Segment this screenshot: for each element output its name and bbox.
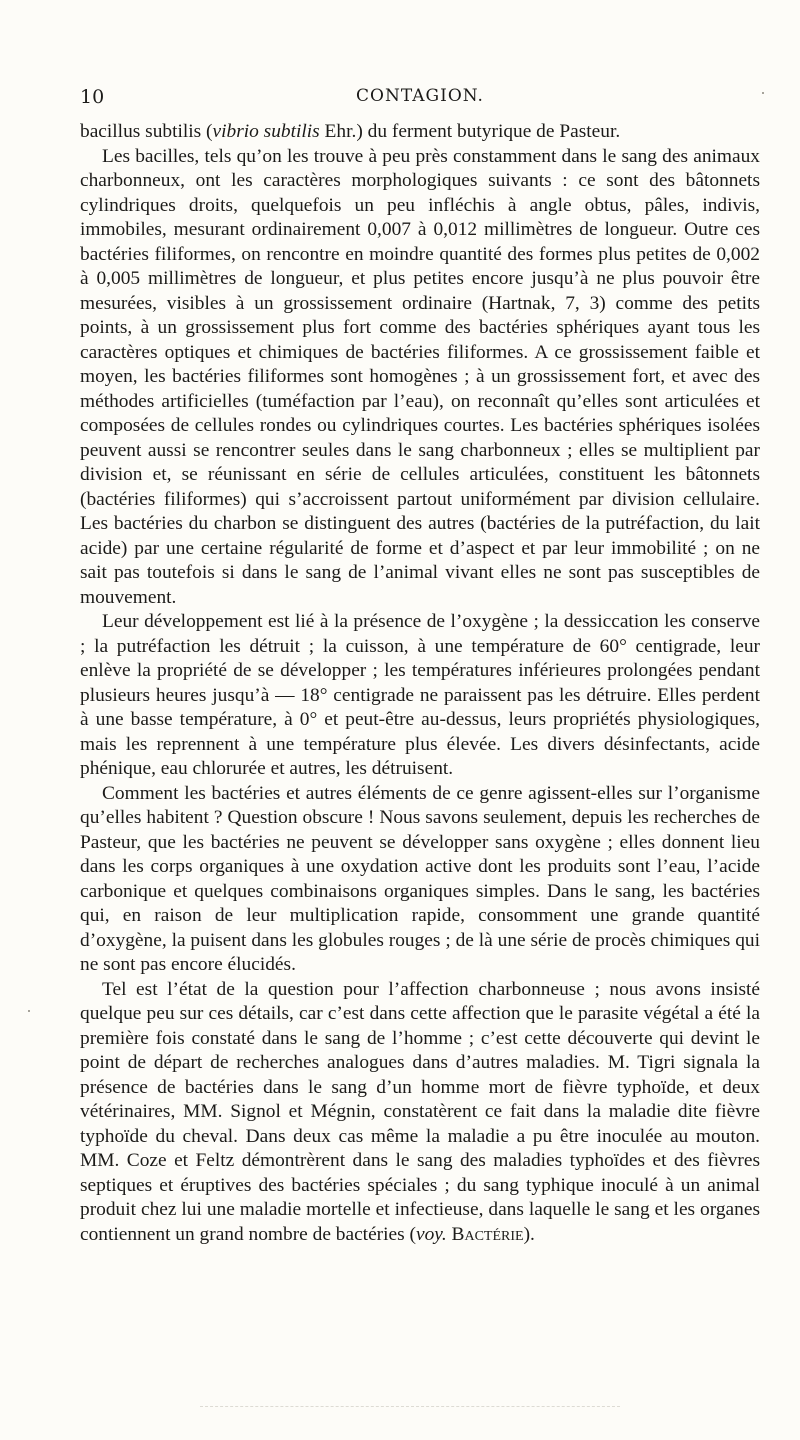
page-bottom-marks bbox=[200, 1406, 620, 1409]
body-text bbox=[80, 120, 760, 1247]
text-run: ). bbox=[523, 1223, 535, 1245]
running-title: CONTAGION. bbox=[356, 86, 484, 106]
text-run: Comment les bactéries et autres éléments de ce genre agissent-elles sur l’organisme qu’elles habitent ? Question obscure ! Nous savons seulement, depuis les recherches de Pasteur, que les bactéries ne peuvent se développer sans oxygène ; elles donnent lieu dans les corps organiques à une oxydation active dont les produits sont l’eau, l’acide carbonique et quelques combinaisons organiques simples. Dans le sang, les bactéries qui, en raison de leur multiplication rapide, consomment une grande quantité d’oxygène, la puisent dans les globules rouges ; de là une série de procès chimiques qui ne sont pas encore élucidés. bbox=[80, 782, 760, 975]
text-run: voy. bbox=[415, 1223, 447, 1245]
paragraph bbox=[80, 782, 760, 978]
paragraph bbox=[80, 145, 760, 611]
paragraph bbox=[80, 978, 760, 1248]
paper-speck bbox=[28, 1010, 30, 1012]
paragraph bbox=[80, 610, 760, 782]
text-run: bacillus subtilis ( bbox=[80, 121, 213, 142]
text-run: vibrio subtilis bbox=[212, 121, 320, 142]
paper-speck bbox=[762, 92, 764, 94]
text-run: Ehr.) du ferment butyrique de Pasteur. bbox=[319, 121, 621, 142]
text-run: Les bacilles, tels qu’on les trouve à peu près constamment dans le sang des animaux charbonneux, ont les caractères morphologiques suivants : ce sont des bâtonnets cylindriques droits, quelquefois un peu infléchis à angle obtus, pâles, indivis, immobiles, mesurant ordinairement 0,007 à 0,012 millimètres de longueur. Outre ces bactéries filiformes, on rencontre en moindre quantité des formes plus petites de 0,002 à 0,005 millimètres de longueur, et plus petites encore jusqu’à ne plus pouvoir être mesurées, visibles à un grossissement ordinaire (Hartnak, 7, 3) comme des petits points, à un grossissement plus fort comme des bactéries sphériques ayant tous les caractères optiques et chimiques de bactéries filiformes. A ce grossissement faible et moyen, les bactéries filiformes sont homogènes ; à un grossissement fort, et avec des méthodes artificielles (tuméfaction par l’eau), on reconnaît qu’elles sont articulées et composées de cellules rondes ou cylindriques courtes. Les bactéries sphériques isolées peuvent aussi se rencontrer seules dans le sang charbonneux ; elles se multiplient par division et, se réunissant en série de cellules articulées, constituent les bâtonnets (bactéries filiformes) qui s’accroissent partout uniformément par division cellulaire. Les bactéries du charbon se distinguent des autres (bactéries de la putréfaction, du lait acide) par une certaine régularité de forme et d’aspect et par leur immobilité ; on ne sait pas toutefois si dans le sang de l’animal vivant elles ne sont pas susceptibles de mouvement. bbox=[80, 145, 760, 608]
text-run: Tel est l’état de la question pour l’affection charbonneuse ; nous avons insisté quelque peu sur ces détails, car c’est dans cette affection que le parasite végétal a été la première fois constaté dans le sang de l’homme ; c’est cette découverte qui devint le point de départ de recherches analogues dans d’autres maladies. M. Tigri signala la présence de bactéries dans le sang d’un homme mort de fièvre typhoïde, et deux vétérinaires, MM. Signol et Mégnin, constatèrent ce fait dans la maladie dite fièvre typhoïde du cheval. Dans deux cas même la maladie a pu être inoculée au mouton. MM. Coze et Feltz démontrèrent dans le sang des maladies typhoïdes et des fièvres septiques et éruptives des bactéries spéciales ; du sang typhique inoculé à un animal produit chez lui une maladie mortelle et infectieuse, dans laquelle le sang et les organes contiennent un grand nombre de bactéries ( bbox=[80, 978, 760, 1245]
text-run: Leur développement est lié à la présence de l’oxygène ; la dessiccation les conserve ; la putréfaction les détruit ; la cuisson, à une température de 60° centigrade, leur enlève la propriété de se développer ; les températures inférieures prolongées pendant plusieurs heures jusqu’à — 18° centigrade ne paraissent pas les détruire. Elles perdent à une basse température, à 0° et peut-être au-dessus, leurs propriétés physiologiques, mais les reprennent à une température plus élevée. Les divers désinfectants, acide phénique, eau chlorurée et autres, les détruisent. bbox=[80, 611, 760, 779]
paragraph bbox=[80, 120, 760, 145]
page-number: 10 bbox=[80, 86, 105, 108]
text-run: Bactérie bbox=[451, 1223, 524, 1245]
page-header bbox=[80, 86, 760, 110]
